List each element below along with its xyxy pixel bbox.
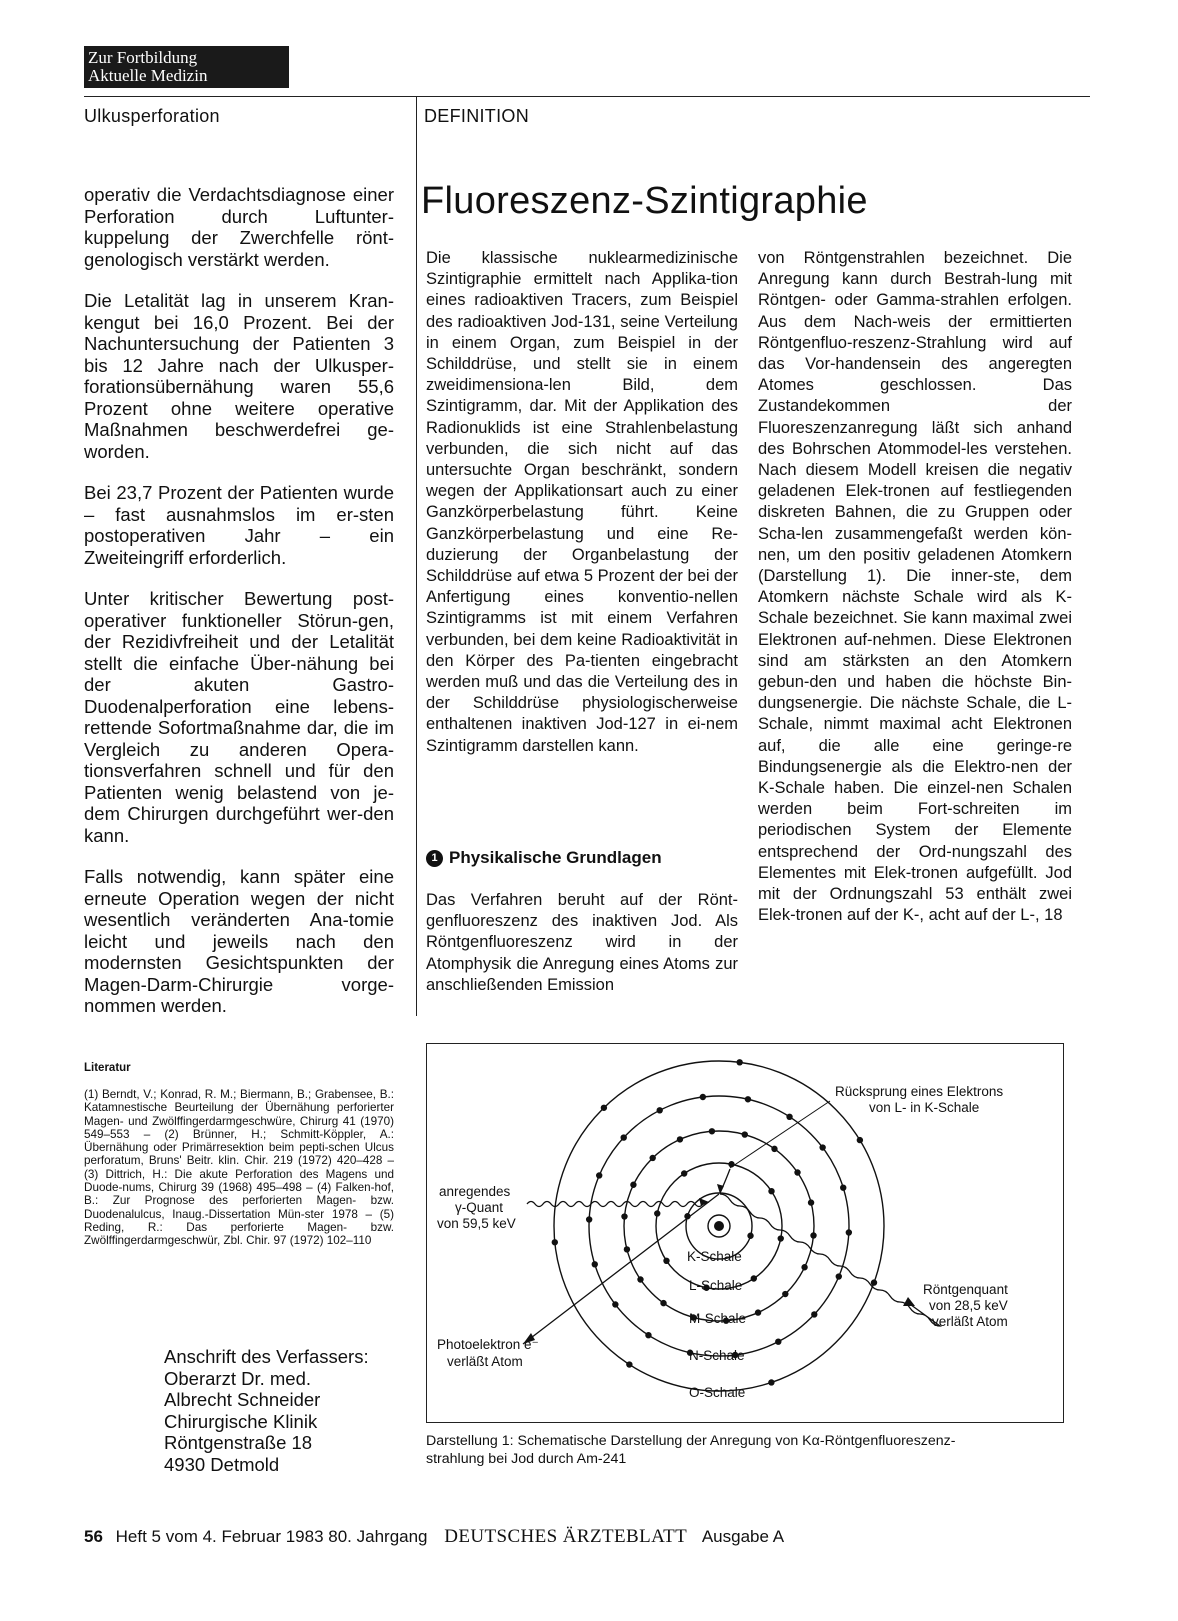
label-photo-2: verläßt Atom bbox=[447, 1354, 523, 1369]
electron bbox=[621, 1134, 627, 1140]
electron bbox=[621, 1213, 627, 1219]
electron bbox=[819, 1144, 825, 1150]
author-address bbox=[164, 1346, 404, 1475]
electron bbox=[709, 1128, 715, 1134]
electron bbox=[637, 1276, 643, 1282]
caption-line-1: Darstellung 1: Schematische Darstellung der Anregung von Kα-Röntgenfluoreszenz- bbox=[426, 1433, 956, 1449]
electron bbox=[782, 1291, 788, 1297]
article-title: Fluoreszenz-Szintigraphie bbox=[421, 180, 868, 222]
left-section-header: Ulkusperforation bbox=[84, 106, 220, 126]
electron bbox=[775, 1338, 781, 1344]
electron bbox=[846, 1229, 852, 1235]
left-paragraph: operativ die Verdachtsdiagnose einer Perforation durch Luftunter-kuppelung der Zwerchfelle rönt-genologisch verstärkt werden. bbox=[84, 184, 394, 270]
label-o-shell: O-Schale bbox=[689, 1385, 746, 1400]
badge-line-2: Aktuelle Medizin bbox=[88, 66, 208, 85]
electron bbox=[677, 1136, 683, 1142]
left-paragraph: Falls notwendig, kann später eine erneute Operation wegen der nicht wesentlich veränderten Ana-tomie leicht und jeweils nach den modernsten Gesichtspunkten der Magen-Darm-Chirurgie vorge-nommen werden. bbox=[84, 866, 394, 1016]
electron bbox=[794, 1169, 800, 1175]
right-section-header: DEFINITION bbox=[424, 106, 529, 126]
electron bbox=[657, 1107, 663, 1113]
edition: Ausgabe A bbox=[701, 1527, 785, 1546]
electron bbox=[778, 1235, 784, 1241]
electron bbox=[586, 1216, 592, 1222]
label-roentgen-2: von 28,5 keV bbox=[929, 1298, 1008, 1313]
electron bbox=[786, 1114, 792, 1120]
address-line: Anschrift des Verfassers: bbox=[164, 1346, 369, 1367]
subheading-text: Physikalische Grundlagen bbox=[449, 848, 662, 867]
electron bbox=[747, 1233, 753, 1239]
section-number-circle: 1 bbox=[426, 850, 443, 867]
electron bbox=[768, 1379, 774, 1385]
middle-paragraph: Das Verfahren beruht auf der Rönt-genfluoreszenz des inaktiven Jod. Als Röntgenfluoreszenz wird in der Atomphysik die Anregung eines Atoms zur anschließenden Emission bbox=[426, 891, 738, 994]
label-n-shell: N-Schale bbox=[689, 1348, 745, 1363]
address-line: 4930 Detmold bbox=[164, 1453, 280, 1475]
electron bbox=[810, 1232, 816, 1238]
address-line: Röntgenstraße 18 bbox=[164, 1432, 313, 1453]
electron bbox=[612, 1301, 618, 1307]
label-l-shell: L-Schale bbox=[689, 1278, 743, 1293]
address-line: Albrecht Schneider bbox=[164, 1389, 321, 1410]
column-divider bbox=[416, 96, 417, 1016]
electron bbox=[742, 1131, 748, 1137]
page-footer bbox=[84, 1526, 784, 1548]
gamma-quant-wave bbox=[527, 1202, 709, 1207]
label-roentgen-3: verläßt Atom bbox=[932, 1314, 1008, 1329]
middle-column bbox=[426, 248, 738, 757]
electron bbox=[630, 1182, 636, 1188]
left-paragraph: Bei 23,7 Prozent der Patienten wurde – fast ausnahmslos im er-sten postoperativen Jahr – ein Zweiteingriff erforderlich. bbox=[84, 482, 394, 568]
subheading bbox=[426, 848, 662, 868]
nucleus bbox=[714, 1221, 724, 1231]
literature-heading: Literatur bbox=[84, 1062, 131, 1074]
page-number: 56 bbox=[84, 1527, 103, 1546]
caption-line-2: strahlung bei Jod durch Am-241 bbox=[426, 1451, 627, 1467]
electron bbox=[626, 1361, 632, 1367]
electron bbox=[700, 1094, 706, 1100]
electron bbox=[624, 1246, 630, 1252]
electron bbox=[552, 1239, 558, 1245]
middle-paragraph: Die klassische nuklearmedizinische Szintigraphie ermittelt nach Applika-tion eines radioaktiven Tracers, zum Beispiel des radioaktiven Jod-131, seine Verteilung in einem Organ, zum Beispiel in der Schilddrüse, und stellt sie in einem zweidimensiona-len Bild, dem Szintigramm, dar. Mit der Applikation des Radionuklids ist eine Strahlenbelastung verbunden, die sich nicht auf das untersuchte Organ beschränkt, sondern wegen der Applikationsart auch zu einer Ganzkörperbelastung führt. Keine Ganzkörperbelastung und eine Re-duzierung der Organbelastung der Schilddrüse auf etwa 5 Prozent der bei der Anfertigung eines konventio-nellen Szintigramms ist mit einem Verfahren verbunden, bei dem keine Radioaktivität in den Körper des Pa-tienten eingebracht werden muß und das die Verteilung des in der Schilddrüse physiologischerweise enthaltenen inaktiven Jod-127 in ei-nem Szintigramm darstellen kann. bbox=[426, 249, 738, 755]
label-k-shell: K-Schale bbox=[687, 1249, 742, 1264]
figure-caption bbox=[426, 1432, 1066, 1468]
electron bbox=[601, 1105, 607, 1111]
right-column bbox=[758, 248, 1072, 927]
literature-references: (1) Berndt, V.; Konrad, R. M.; Biermann, B.; Grabensee, B.: Katamnestische Beurteilung der Übernähung perforierter Magen- und Zwölffingerdarmgeschwüre, Chirurg 41 (1970) 549–553 – (2) Brünner, H.; Schmitt-Köppler, A.: Übernähung oder Primärresektion beim pepti-schen Ulcus perforatum, Bruns' Beitr. klin. Chir. 219 (1972) 420–428 – (3) Dittrich, H.: Die akute Perforation des Magens und Duode-nums, Chirurg 39 (1968) 495–498 – (4) Falken-hof, B.: Zur Prognose des perforierten Magen- bzw. Duodenalulcus, Inaug.-Dissertation Mün-ster 1978 – (5) Reding, R.: Das perforierte Magen- bzw. Zwölffingerdarmgeschwür, Zbl. Chir. 97 (1972) 102–110 bbox=[84, 1088, 394, 1248]
electron bbox=[871, 1279, 877, 1285]
journal-name: DEUTSCHES ÄRZTEBLATT bbox=[444, 1526, 688, 1547]
electron bbox=[768, 1188, 774, 1194]
electron bbox=[836, 1273, 842, 1279]
electron bbox=[745, 1096, 751, 1102]
electron bbox=[840, 1184, 846, 1190]
right-paragraph: von Röntgenstrahlen bezeichnet. Die Anregung kann durch Bestrah-lung mit Röntgen- oder Gamma-strahlen erfolgen. Aus dem Nach-weis der ermittierten Röntgenfluo-reszenz-Strahlung wird auf das Vor-handensein des angeregten Atomes geschlossen. Das Zustandekommen der Fluoreszenzanregung läßt sich anhand des Bohrschen Atommodel-les verstehen. Nach diesem Modell kreisen die negativ geladenen Elek-tronen auf festliegenden diskreten Bahnen, die zu Gruppen oder Scha-len zusammengefaßt werden kön-nen, um den positiv geladenen Atomkern (Darstellung 1). Die inner-ste, dem Atomkern nächste Schale wird als K-Schale bezeichnet. Sie kann maximal zwei Elektronen auf-nehmen. Diese Elektronen sind am stärksten an den Atomkern gebun-den und haben die höchste Bin-dungsenergie. Die nächste Schale, die L-Schale, nimmt maximal acht Elektronen auf, die alle eine geringe-re Bindungsenergie als die Elektro-nen der K-Schale haben. Die einzel-nen Schalen werden beim Fort-schreiten im periodischen System der Elemente entsprechend der Ord-nungszahl des Elementes mit Elek-tronen aufgefüllt. Jod mit der Ordnungszahl 53 enthält zwei Elek-tronen auf der K-, acht auf der L-, 18 bbox=[758, 249, 1072, 925]
label-ruecksprung-2: von L- in K-Schale bbox=[869, 1100, 980, 1115]
electron bbox=[592, 1261, 598, 1267]
badge-line-1: Zur Fortbildung bbox=[88, 48, 198, 67]
label-anregendes-1: anregendes bbox=[439, 1184, 511, 1199]
label-anregendes-2: γ-Quant bbox=[455, 1200, 504, 1215]
electron bbox=[660, 1300, 666, 1306]
label-ruecksprung-1: Rücksprung eines Elektrons bbox=[835, 1084, 1004, 1099]
electron bbox=[663, 1258, 669, 1264]
electron bbox=[645, 1332, 651, 1338]
label-m-shell: M-Schale bbox=[689, 1311, 747, 1326]
label-roentgen-1: Röntgenquant bbox=[923, 1282, 1008, 1297]
top-rule bbox=[84, 96, 1090, 97]
electron bbox=[654, 1210, 660, 1216]
bohr-atom-diagram bbox=[427, 1044, 1063, 1422]
left-column bbox=[84, 184, 394, 1037]
electron bbox=[811, 1311, 817, 1317]
label-anregendes-3: von 59,5 keV bbox=[437, 1216, 516, 1231]
electron bbox=[649, 1155, 655, 1161]
electron bbox=[801, 1264, 807, 1270]
issue-info: Heft 5 vom 4. Februar 1983 80. Jahrgang bbox=[115, 1527, 428, 1546]
roentgen-quant-wave bbox=[720, 1194, 940, 1326]
section-badge bbox=[84, 46, 289, 88]
electron bbox=[755, 1309, 761, 1315]
electron bbox=[681, 1170, 687, 1176]
left-paragraph: Die Letalität lag in unserem Kran-kengut bei 16,0 Prozent. Bei der Nachuntersuchung der Patienten 3 bis 12 Jahre nach der Ulkusper-forationsübernähung waren 55,6 Prozent ohne weitere operative Maßnahmen beschwerdefrei ge-worden. bbox=[84, 290, 394, 462]
left-paragraph: Unter kritischer Bewertung post-operativer funktioneller Störun-gen, der Rezidivfreiheit und der Letalität stellt die einfache Über-nähung bei der akuten Gastro-Duodenalperforation eine lebens-rettende Sofortmaßnahme dar, die im Vergleich zu anderen Opera-tionsverfahren schnell und für den Patienten wenig belastend von je-dem Chirurgen durchgeführt wer-den kann. bbox=[84, 588, 394, 846]
electron bbox=[751, 1275, 757, 1281]
roentgen-arrowhead bbox=[903, 1297, 915, 1306]
middle-column-lower bbox=[426, 890, 738, 996]
electron bbox=[596, 1172, 602, 1178]
label-photo-1: Photoelektron e⁻ bbox=[437, 1337, 539, 1352]
electron bbox=[857, 1137, 863, 1143]
address-line: Chirurgische Klinik bbox=[164, 1410, 318, 1432]
figure-frame bbox=[426, 1043, 1064, 1423]
address-line: Oberarzt Dr. med. bbox=[164, 1367, 312, 1389]
electron bbox=[736, 1059, 742, 1065]
electron bbox=[808, 1199, 814, 1205]
electron bbox=[771, 1146, 777, 1152]
